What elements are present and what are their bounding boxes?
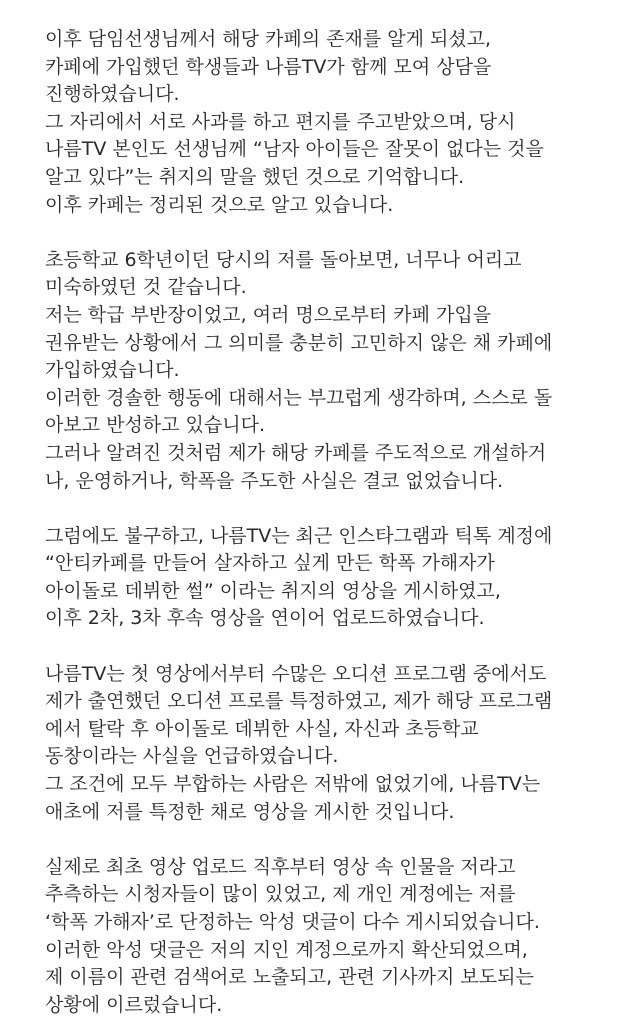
text-line: 그러나 알려진 것처럼 제가 해당 카페를 주도적으로 개설하거 <box>45 441 547 464</box>
paragraph-2 <box>45 247 640 495</box>
text-line: 초등학교 6학년이던 당시의 저를 돌아보면, 너무나 어리고 <box>45 248 522 271</box>
text-line: 저는 학급 부반장이었고, 여러 명으로부터 카페 가입을 <box>45 303 492 326</box>
text-line: 아이돌로 데뷔한 썰” 이라는 취지의 영상을 게시하였고, <box>45 579 501 602</box>
text-line: 나, 운영하거나, 학폭을 주도한 사실은 결코 없었습니다. <box>45 469 504 492</box>
text-line: 동창이라는 사실을 언급하였습니다. <box>45 745 339 768</box>
text-line: 이후 2차, 3차 후속 영상을 연이어 업로드하였습니다. <box>45 607 485 630</box>
paragraph-3 <box>45 523 640 633</box>
text-line: 그 자리에서 서로 사과를 하고 편지를 주고받았으며, 당시 <box>45 110 516 133</box>
text-line: 가입하였습니다. <box>45 359 180 382</box>
text-line: 이러한 악성 댓글은 저의 지인 계정으로까지 확산되었으며, <box>45 938 528 961</box>
text-line: 카페에 가입했던 학생들과 나름TV가 함께 모여 상담을 <box>45 55 492 78</box>
text-line: ‘학폭 가해자’로 단정하는 악성 댓글이 다수 게시되었습니다. <box>45 911 540 933</box>
text-line: 아보고 반성하고 있습니다. <box>45 414 266 437</box>
text-line: 애초에 저를 특정한 채로 영상을 게시한 것입니다. <box>45 800 455 823</box>
text-line: 제 이름이 관련 검색어로 노출되고, 관련 기사까지 보도되는 <box>45 966 534 989</box>
text-line: 알고 있다”는 취지의 말을 했던 것으로 기억합니다. <box>45 165 465 188</box>
text-line: 제가 출연했던 오디션 프로를 특정하였고, 제가 해당 프로그램 <box>45 690 553 713</box>
text-line: 추측하는 시청자들이 많이 있었고, 제 개인 계정에는 저를 <box>45 883 516 906</box>
text-line: 권유받는 상황에서 그 의미를 충분히 고민하지 않은 채 카페에 <box>45 331 553 354</box>
text-line: 이러한 경솔한 행동에 대해서는 부끄럽게 생각하며, 스스로 돌 <box>45 386 553 409</box>
paragraph-4 <box>45 661 640 827</box>
text-line: 상황에 이르렀습니다. <box>45 993 223 1016</box>
text-line: 나름TV는 첫 영상에서부터 수많은 오디션 프로그램 중에서도 <box>45 662 547 685</box>
text-line: 실제로 최초 영상 업로드 직후부터 영상 속 인물을 저라고 <box>45 855 516 878</box>
text-line: 나름TV 본인도 선생님께 “남자 아이들은 잘못이 없다는 것을 <box>45 138 544 161</box>
text-line: 그 조건에 모두 부합하는 사람은 저밖에 없었기에, 나름TV는 <box>45 773 541 796</box>
paragraph-5 <box>45 854 640 1020</box>
text-line: 진행하였습니다. <box>45 83 180 106</box>
text-line: 이후 카페는 정리된 것으로 알고 있습니다. <box>45 193 394 216</box>
text-line: 미숙하였던 것 같습니다. <box>45 276 247 299</box>
text-line: “안티카페를 만들어 살자하고 싶게 만든 학폭 가해자가 <box>45 552 495 575</box>
text-line: 그럼에도 불구하고, 나름TV는 최근 인스타그램과 틱톡 계정에 <box>45 524 553 547</box>
text-line: 이후 담임선생님께서 해당 카페의 존재를 알게 되셨고, <box>45 28 492 50</box>
paragraph-1 <box>45 26 640 219</box>
text-line: 에서 탈락 후 아이돌로 데뷔한 사실, 자신과 초등학교 <box>45 717 479 740</box>
